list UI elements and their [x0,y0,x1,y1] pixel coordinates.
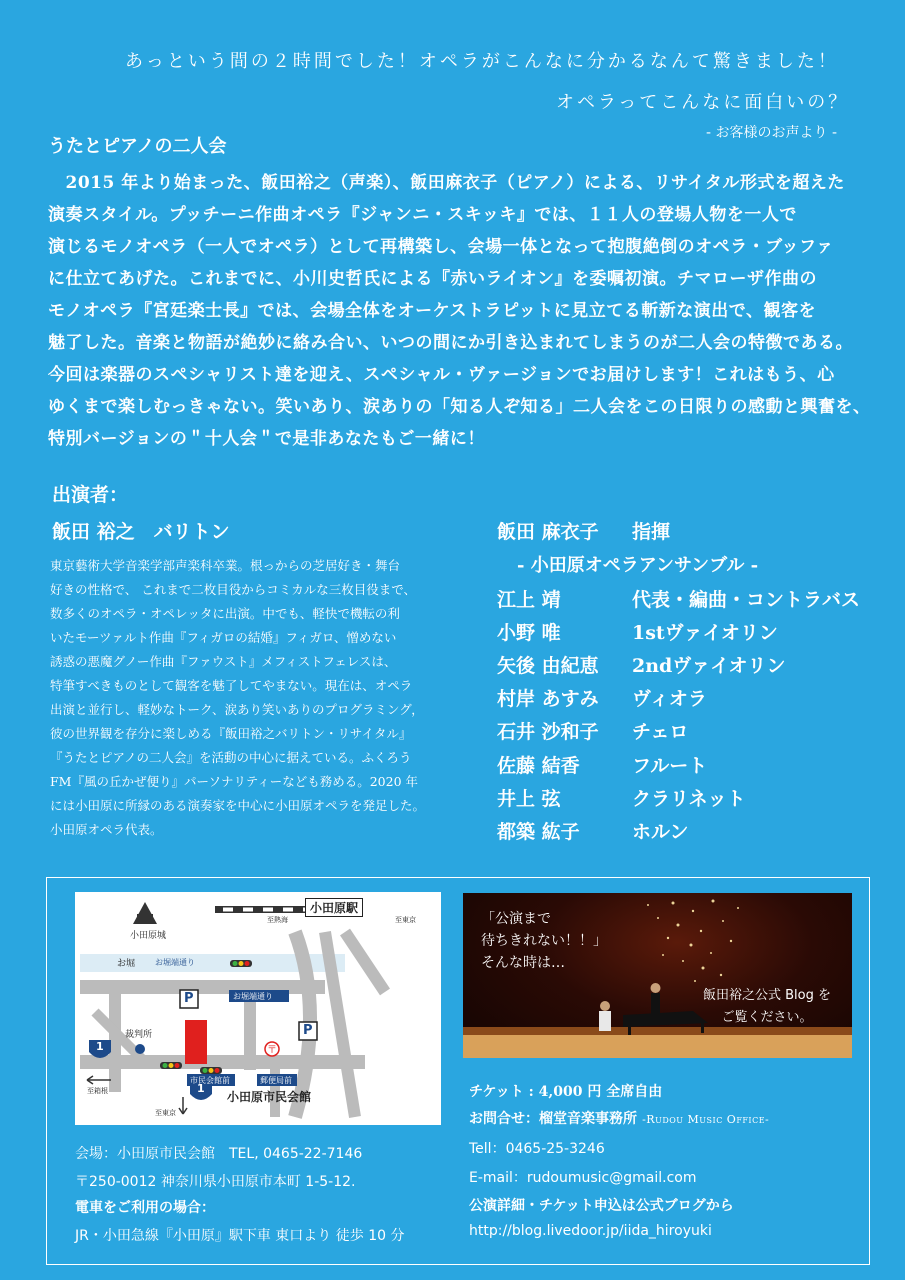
map-moat-street-1: お堀端通り [155,958,195,967]
intro-line: 今回は楽器のスペシャリスト達を迎え、スペシャル・ヴァージョンでお届けします！これはもう、心 [48,365,835,385]
member-role: ヴィオラ [632,688,707,710]
ticket-blog-note: 公演詳細・チケット申込は公式ブログから [469,1198,734,1214]
map-to-tokyo-bottom: 至東京 [155,1109,176,1117]
member-role: 1stヴァイオリン [632,622,778,644]
map-yubin-mae: 郵便局前 [260,1076,292,1085]
map-castle-label: 小田原城 [130,931,167,941]
ticket-email[interactable]: E-mail：rudoumusic@gmail.com [469,1170,697,1186]
intro-line: 特別バージョンの＂十人会＂で是非あなたもご一緒に！ [48,429,485,449]
photo-bubble [481,908,607,974]
bio-line: には小田原に所縁のある演奏家を中心に小田原オペラを発足した。 [50,798,426,813]
map-station-label: 小田原駅 [305,898,363,917]
contact-name-en: -Rudou Music Office- [642,1113,770,1126]
conductor-name: 飯田 麻衣子 [497,521,599,543]
intro-title: うたとピアノの二人会 [48,136,227,157]
venue-directions: JR・小田急線『小田原』駅下車 東口より 徒歩 10 分 [75,1228,405,1244]
quote-line-1: あっという間の２時間でした！オペラがこんなに分かるなんて驚きました！ [125,51,839,72]
blog-url-link[interactable]: http://blog.livedoor.jp/iida_hiroyuki [469,1223,712,1239]
bio-line: 出演と並行し、軽妙なトーク、涙あり笑いありのプログラミング， [50,702,424,717]
ensemble-name: - 小田原オペラアンサンブル - [517,555,759,576]
concert-photo [463,893,852,1058]
route-1-icon: 1 [197,1082,205,1095]
blog-line: 飯田裕之公式 Blog を [703,988,832,1003]
member-name: 井上 弦 [497,788,561,810]
intro-line: ゆくまで楽しむっきゃない。笑いあり、涙ありの「知る人ぞ知る」二人会をこの日限りの感動と興奮を、 [48,397,871,417]
map-to-tokyo-top: 至東京 [395,916,416,924]
map-hall: 小田原市民会館 [227,1090,312,1104]
bubble-line: 待ちきれない！！」 [481,933,607,949]
map-to-atami: 至熱海 [267,916,288,924]
parking-icon: P [303,1023,313,1038]
member-role: 代表・編曲・コントラバス [632,589,861,611]
venue-train-heading: 電車をご利用の場合： [75,1200,215,1216]
member-role: ホルン [632,821,689,843]
member-name: 都築 紘子 [497,821,580,843]
intro-line: に仕立てあげた。これまでに、小川史哲氏による『赤いライオン』を委嘱初演。チマローザ作曲の [48,269,817,289]
member-name: 江上 靖 [497,589,561,611]
map-court: 裁判所 [125,1030,153,1040]
ticket-contact [469,1108,769,1128]
bio-line: 好きの性格で、 これまで二枚目役からコミカルな三枚目役まで、 [50,582,416,597]
contact-name: お問合せ：榴堂音楽事務所 [469,1111,637,1127]
member-name: 矢後 由紀恵 [497,655,599,677]
bio-line: 東京藝術大学音楽学部声楽科卒業。根っからの芝居好き・舞台 [50,558,401,573]
venue-line: 会場：小田原市民会館 TEL, 0465-22-7146 [75,1146,363,1162]
map-moat-street-2: お堀端通り [233,992,273,1001]
intro-line: モノオペラ『宮廷楽士長』では、会場全体をオーケストラピットに見立てる斬新な演出で、観客を [48,301,816,321]
map-to-hakone: 至箱根 [87,1087,108,1095]
intro-line: 2015 年より始まった、飯田裕之（声楽）、飯田麻衣子（ピアノ）による、リサイタル形式を超えた [48,173,845,193]
performers-heading: 出演者： [52,484,129,506]
svg-text:〒: 〒 [267,1045,277,1056]
bio-line: 特筆すべきものとして観客を魅了してやまない。現在は、オペラ [50,678,413,693]
bio-line: FM『風の丘かぜ便り』パーソナリティーなども務める。2020 年 [50,774,419,789]
route-1-icon: 1 [96,1040,104,1053]
member-role: フルート [632,755,708,777]
map-shimin-mae: 市民会館前 [190,1076,230,1085]
bubble-line: 「公演まで [481,911,551,927]
bio-line: 『うたとピアノの二人会』を活動の中心に据えている。ふくろう [50,750,412,765]
photo-blog-note [703,985,831,1029]
ticket-price: チケット : 4,000 円 全席自由 [469,1084,663,1100]
ticket-tel: Tell：0465-25-3246 [469,1141,605,1157]
member-role: クラリネット [632,788,746,810]
member-name: 佐藤 結香 [497,755,580,777]
venue-map [75,892,441,1125]
quote-source: - お客様のお声より - [706,125,838,141]
bio-line: 誘惑の悪魔グノー作曲『ファウスト』メフィストフェレスは、 [50,654,397,669]
member-name: 石井 沙和子 [497,721,599,743]
venue-address: 〒250-0012 神奈川県小田原市本町 1-5-12. [75,1174,356,1190]
conductor-role: 指揮 [632,521,671,543]
intro-line: 演奏スタイル。プッチーニ作曲オペラ『ジャンニ・スキッキ』では、１１人の登場人物を一人で [48,205,797,225]
quote-line-2: オペラってこんなに面白いの？ [556,92,850,113]
intro-line: 演じるモノオペラ（一人でオペラ）として再構築し、会場一体となって抱腹絶倒のオペラ・ブッファ [48,237,834,257]
member-name: 村岸 あすみ [497,688,599,710]
bio-line: いたモーツァルト作曲『フィガロの結婚』フィガロ、憎めない [50,630,397,645]
member-name: 小野 唯 [497,622,561,644]
baritone-name: 飯田 裕之 バリトン [52,521,230,543]
member-role: チェロ [632,721,689,743]
member-role: 2ndヴァイオリン [632,655,786,677]
intro-line: 魅了した。音楽と物語が絶妙に絡み合い、いつの間にか引き込まれてしまうのが二人会の特徴である。 [48,333,853,353]
parking-icon: P [184,991,194,1006]
bio-line: 数多くのオペラ・オペレッタに出演。中でも、軽快で機転の利 [50,606,400,621]
map-moat: お堀 [117,959,136,969]
bio-line: 小田原オペラ代表。 [50,822,163,837]
bio-line: 彼の世界観を存分に楽しめる『飯田裕之バリトン・リサイタル』 [50,726,412,741]
bubble-line: そんな時は… [481,955,565,971]
blog-line: ご覧ください。 [721,1010,813,1025]
